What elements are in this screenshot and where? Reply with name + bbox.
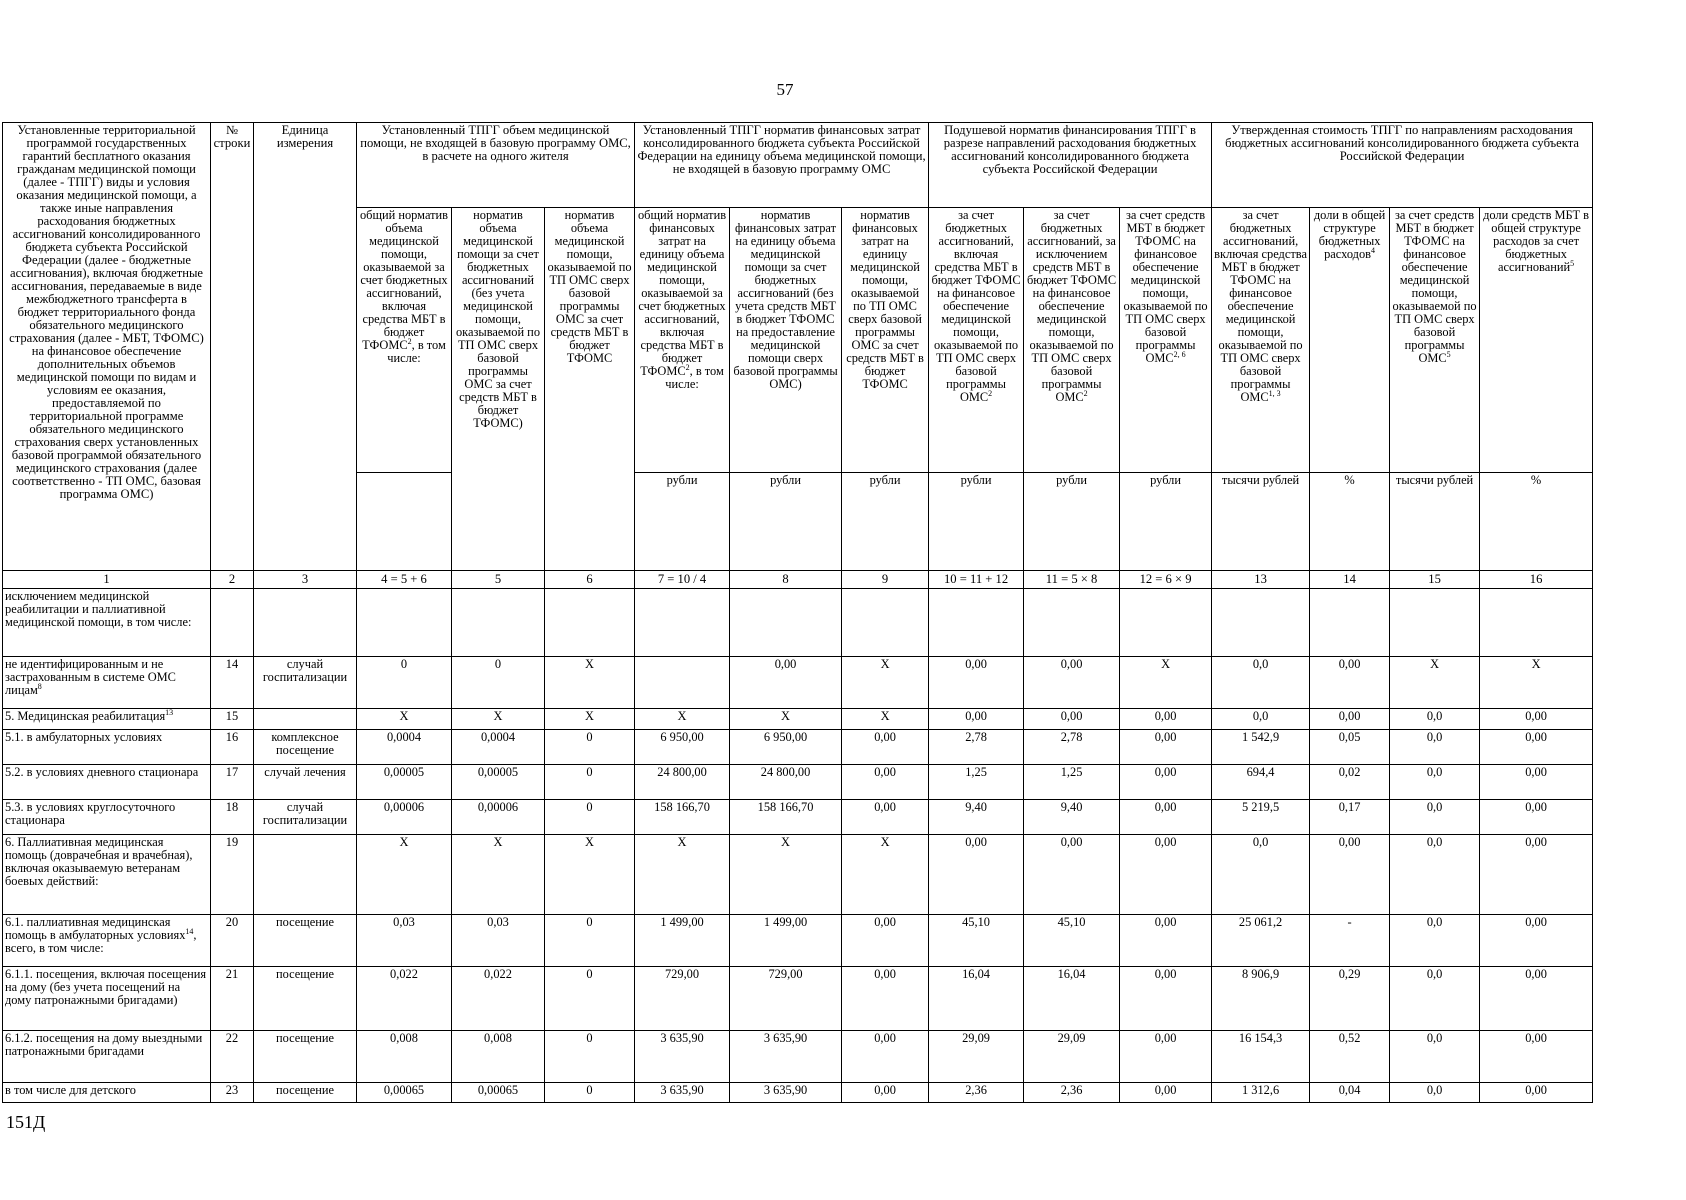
cell-value: 0,022 (357, 967, 452, 1031)
cell-value: 0,0004 (452, 730, 545, 765)
cell-value: 694,4 (1212, 765, 1310, 800)
cell-value: 25 061,2 (1212, 915, 1310, 967)
row-name: 6.1.1. посещения, включая посещения на дому (без учета посещений на дому патронажными бригадами) (3, 967, 211, 1031)
cell-value: 0,00006 (357, 800, 452, 835)
cell-value: 0,00 (1480, 765, 1593, 800)
cell-value: 0,00 (1480, 1083, 1593, 1103)
row-number (211, 589, 254, 657)
cell-value: 2,78 (929, 730, 1024, 765)
cell-value (929, 589, 1024, 657)
cell-value: 0,17 (1310, 800, 1390, 835)
cell-value: 0 (545, 1031, 635, 1083)
cell-value (452, 589, 545, 657)
cell-value: 9,40 (929, 800, 1024, 835)
cell-value: 2,36 (1024, 1083, 1120, 1103)
cell-value: X (842, 835, 929, 915)
cell-value: 0,00 (929, 835, 1024, 915)
cell-value: 1 499,00 (730, 915, 842, 967)
cell-value: X (545, 835, 635, 915)
header-col-11: за счет бюджетных ассигнований, за исключением средств МБТ в бюджет ТФОМС на финансовое обеспечение медицинской помощи, оказываемой по ТП ОМС сверх базовой программы ОМС$^2$ (1024, 208, 1120, 473)
cell-value: 158 166,70 (635, 800, 730, 835)
cell-value: 0,00 (1480, 709, 1593, 730)
cell-value: 1,25 (929, 765, 1024, 800)
row-name: 6.1.2. посещения на дому выездными патронажными бригадами (3, 1031, 211, 1083)
cell-value: 0,02 (1310, 765, 1390, 800)
cell-value: 16 154,3 (1212, 1031, 1310, 1083)
cell-value: 0 (545, 967, 635, 1031)
row-name: в том числе для детского (3, 1083, 211, 1103)
header-col-6: норматив объема медицинской помощи, оказываемой по ТП ОМС сверх базовой программы ОМС за счет средств МБТ в бюджет ТФОМС (545, 208, 635, 571)
cell-value: 24 800,00 (635, 765, 730, 800)
table-row (3, 730, 1593, 765)
row-number: 20 (211, 915, 254, 967)
header-col-5: норматив объема медицинской помощи за счет бюджетных ассигнований (без учета медицинской помощи, оказываемой по ТП ОМС сверх базовой программы ОМС за счет средств МБТ в бюджет ТФОМС) (452, 208, 545, 571)
cell-value: 0,00 (1120, 730, 1212, 765)
unit-label: рубли (730, 473, 842, 571)
row-unit (254, 709, 357, 730)
cell-value: 0,00 (1120, 967, 1212, 1031)
header-group-cost: Утвержденная стоимость ТПГГ по направлениям расходования бюджетных ассигнований консолидированного бюджета субъекта Российской Федерации (1212, 123, 1593, 208)
cell-value: 0,00005 (452, 765, 545, 800)
cell-value (1212, 589, 1310, 657)
cell-value: 0,00 (842, 915, 929, 967)
row-unit: случай госпитализации (254, 800, 357, 835)
cell-value: 0 (545, 730, 635, 765)
header-col-8: норматив финансовых затрат на единицу объема медицинской помощи за счет бюджетных ассигнований (без учета средств МБТ в бюджет ТФОМС на предоставление медицинской помощи сверх базовой программы ОМС) (730, 208, 842, 473)
header-col-1: Установленные территориальной программой государственных гарантий бесплатного оказания гражданам медицинской помощи (далее - ТПГГ) виды и условия оказания медицинской помощи, а также иные направления расходования бюджетных ассигнований консолидированного бюджета субъекта Российской Федерации (далее - бюджетные ассигнования), включая бюджетные ассигнования, передаваемые в виде межбюджетного трансферта в бюджет территориального фонда обязательного медицинского страхования (далее - МБТ, ТФОМС) на финансовое обеспечение дополнительных объемов медицинской помощи по видам и условиям ее оказания, предоставляемой по территориальной программе обязательного медицинского страхования сверх установленных базовой программой обязательного медицинского страхования (далее соответственно - ТП ОМС, базовая программа ОМС) (3, 123, 211, 571)
row-unit: посещение (254, 1083, 357, 1103)
row-name: 6. Паллиативная медицинская помощь (доврачебная и врачебная), включая оказываемую ветеранам боевых действий: (3, 835, 211, 915)
cell-value: 0,00 (842, 967, 929, 1031)
cell-value: 0,52 (1310, 1031, 1390, 1083)
unit-label: рубли (1024, 473, 1120, 571)
cell-value: 0,00006 (452, 800, 545, 835)
row-number: 21 (211, 967, 254, 1031)
row-number: 17 (211, 765, 254, 800)
column-number: 8 (730, 571, 842, 589)
row-number: 22 (211, 1031, 254, 1083)
cell-value: 6 950,00 (730, 730, 842, 765)
cell-value: 0,00 (1310, 709, 1390, 730)
cell-value: 0,00 (1024, 835, 1120, 915)
cell-value: 729,00 (635, 967, 730, 1031)
table-row (3, 967, 1593, 1031)
unit-label: % (1310, 473, 1390, 571)
cell-value: 0,00 (1024, 657, 1120, 709)
column-number: 14 (1310, 571, 1390, 589)
header-col-13: за счет бюджетных ассигнований, включая средства МБТ в бюджет ТФОМС на финансовое обеспечение медицинской помощи, оказываемой по ТП ОМС сверх базовой программы ОМС$^{1, 3}$ (1212, 208, 1310, 473)
cell-value: 3 635,90 (730, 1083, 842, 1103)
cell-value: X (452, 709, 545, 730)
cell-value: 0,00 (1480, 915, 1593, 967)
table-row (3, 589, 1593, 657)
cell-value (635, 657, 730, 709)
column-number: 15 (1390, 571, 1480, 589)
cell-value: 0,00 (730, 657, 842, 709)
data-table (2, 122, 1593, 1103)
cell-value: 0,0 (1212, 835, 1310, 915)
cell-value: X (1480, 657, 1593, 709)
cell-value: X (452, 835, 545, 915)
cell-value: 1,25 (1024, 765, 1120, 800)
cell-value: 8 906,9 (1212, 967, 1310, 1031)
cell-value: 16,04 (929, 967, 1024, 1031)
row-name: 5.2. в условиях дневного стационара (3, 765, 211, 800)
cell-value (1120, 589, 1212, 657)
cell-value: 0 (357, 657, 452, 709)
row-unit: посещение (254, 915, 357, 967)
cell-value (1390, 589, 1480, 657)
cell-value: 0,00 (842, 730, 929, 765)
table-row (3, 835, 1593, 915)
row-name: не идентифицированным и не застрахованным в системе ОМС лицам$^8$ (3, 657, 211, 709)
unit-label: % (1480, 473, 1593, 571)
cell-value: 0,00 (1310, 657, 1390, 709)
cell-value (730, 589, 842, 657)
cell-value: 45,10 (929, 915, 1024, 967)
cell-value: 9,40 (1024, 800, 1120, 835)
row-number: 18 (211, 800, 254, 835)
column-number: 13 (1212, 571, 1310, 589)
column-number: 12 = 6 × 9 (1120, 571, 1212, 589)
cell-value: 0 (545, 765, 635, 800)
cell-value: 0,00 (842, 800, 929, 835)
cell-value: 29,09 (929, 1031, 1024, 1083)
cell-value: 0,00 (1120, 800, 1212, 835)
header-col-9: норматив финансовых затрат на единицу медицинской помощи, оказываемой по ТП ОМС сверх базовой программы ОМС за счет средств МБТ в бюджет ТФОМС (842, 208, 929, 473)
row-name: исключением медицинской реабилитации и паллиативной медицинской помощи, в том числе: (3, 589, 211, 657)
column-number: 16 (1480, 571, 1593, 589)
cell-value: 0,008 (452, 1031, 545, 1083)
footer-code: 151Д (6, 1112, 46, 1132)
cell-value: 0,0 (1390, 765, 1480, 800)
cell-value: 0,00 (1480, 835, 1593, 915)
cell-value: 0,00 (1480, 800, 1593, 835)
table-row (3, 709, 1593, 730)
row-number: 16 (211, 730, 254, 765)
cell-value: 5 219,5 (1212, 800, 1310, 835)
cell-value: 3 635,90 (635, 1083, 730, 1103)
row-unit: случай лечения (254, 765, 357, 800)
header-col-7: общий норматив финансовых затрат на единицу объема медицинской помощи, оказываемой за счет бюджетных ассигнований, включая средства МБТ в бюджет ТФОМС$^2$, в том числе: (635, 208, 730, 473)
cell-value: 0,0 (1390, 1031, 1480, 1083)
cell-value: 0,05 (1310, 730, 1390, 765)
cell-value: 0,04 (1310, 1083, 1390, 1103)
cell-value: 0,29 (1310, 967, 1390, 1031)
column-number: 7 = 10 / 4 (635, 571, 730, 589)
cell-value: 0,00 (1480, 730, 1593, 765)
column-number: 2 (211, 571, 254, 589)
cell-value: 0,00 (929, 657, 1024, 709)
cell-value: X (730, 709, 842, 730)
table-row (3, 800, 1593, 835)
unit-label: рубли (635, 473, 730, 571)
column-number: 6 (545, 571, 635, 589)
row-name: 5.1. в амбулаторных условиях (3, 730, 211, 765)
cell-value: 729,00 (730, 967, 842, 1031)
cell-value: X (635, 835, 730, 915)
cell-value: X (635, 709, 730, 730)
cell-value: 1 499,00 (635, 915, 730, 967)
cell-value: 0,00 (1480, 1031, 1593, 1083)
cell-value: 3 635,90 (635, 1031, 730, 1083)
cell-value: 0,00 (1120, 835, 1212, 915)
cell-value: 0,0 (1390, 709, 1480, 730)
column-number-row (3, 571, 1593, 589)
cell-value: X (545, 657, 635, 709)
cell-value: X (357, 835, 452, 915)
header-col-4: общий норматив объема медицинской помощи, оказываемой за счет бюджетных ассигнований, включая средства МБТ в бюджет ТФОМС$^2$, в том числе: (357, 208, 452, 473)
row-unit: посещение (254, 967, 357, 1031)
cell-value: 1 542,9 (1212, 730, 1310, 765)
cell-value: 0,00 (842, 765, 929, 800)
table-row (3, 1031, 1593, 1083)
unit-label: тысячи рублей (1212, 473, 1310, 571)
unit-label: рубли (842, 473, 929, 571)
cell-value: 0,03 (357, 915, 452, 967)
column-number: 11 = 5 × 8 (1024, 571, 1120, 589)
cell-value: 2,36 (929, 1083, 1024, 1103)
cell-value: 0,00 (1120, 765, 1212, 800)
cell-value: 0,00065 (452, 1083, 545, 1103)
cell-value: X (842, 657, 929, 709)
cell-value: X (1390, 657, 1480, 709)
cell-value (357, 589, 452, 657)
row-number: 15 (211, 709, 254, 730)
cell-value: 0,00 (1120, 1031, 1212, 1083)
header-col-4-unit (357, 473, 452, 571)
header-group-capita: Подушевой норматив финансирования ТПГГ в разрезе направлений расходования бюджетных ассигнований консолидированного бюджета субъекта Российской Федерации (929, 123, 1212, 208)
cell-value: 0 (452, 657, 545, 709)
cell-value: X (357, 709, 452, 730)
column-number: 10 = 11 + 12 (929, 571, 1024, 589)
column-number: 9 (842, 571, 929, 589)
column-number: 3 (254, 571, 357, 589)
row-number: 19 (211, 835, 254, 915)
cell-value: X (545, 709, 635, 730)
cell-value: 0,008 (357, 1031, 452, 1083)
cell-value: 0,0 (1212, 709, 1310, 730)
table-row (3, 657, 1593, 709)
cell-value: 0,0 (1390, 915, 1480, 967)
header-col-14: доли в общей структуре бюджетных расходов$^4$ (1310, 208, 1390, 473)
cell-value: X (730, 835, 842, 915)
cell-value (1310, 589, 1390, 657)
unit-label: тысячи рублей (1390, 473, 1480, 571)
header-col-15: за счет средств МБТ в бюджет ТФОМС на финансовое обеспечение медицинской помощи, оказываемой по ТП ОМС сверх базовой программы ОМС$^5$ (1390, 208, 1480, 473)
cell-value: 0,00 (1480, 967, 1593, 1031)
row-name: 5.3. в условиях круглосуточного стационара (3, 800, 211, 835)
cell-value: 0 (545, 915, 635, 967)
cell-value: 29,09 (1024, 1031, 1120, 1083)
header-group-volume: Установленный ТПГГ объем медицинской помощи, не входящей в базовую программу ОМС, в расчете на одного жителя (357, 123, 635, 208)
cell-value (1024, 589, 1120, 657)
unit-label: рубли (929, 473, 1024, 571)
cell-value: 0,0 (1390, 967, 1480, 1031)
row-number: 23 (211, 1083, 254, 1103)
row-number: 14 (211, 657, 254, 709)
cell-value (545, 589, 635, 657)
row-unit: комплексное посещение (254, 730, 357, 765)
cell-value: 45,10 (1024, 915, 1120, 967)
column-number: 5 (452, 571, 545, 589)
cell-value: 1 312,6 (1212, 1083, 1310, 1103)
cell-value: 16,04 (1024, 967, 1120, 1031)
table-row (3, 915, 1593, 967)
cell-value: 0,022 (452, 967, 545, 1031)
row-unit: посещение (254, 1031, 357, 1083)
cell-value: 24 800,00 (730, 765, 842, 800)
header-col-2: № строки (211, 123, 254, 571)
cell-value: 0,0 (1390, 835, 1480, 915)
header-col-16: доли средств МБТ в общей структуре расходов за счет бюджетных ассигнований$^5$ (1480, 208, 1593, 473)
cell-value: X (1120, 657, 1212, 709)
cell-value: 2,78 (1024, 730, 1120, 765)
header-col-10: за счет бюджетных ассигнований, включая средства МБТ в бюджет ТФОМС на финансовое обеспечение медицинской помощи, оказываемой по ТП ОМС сверх базовой программы ОМС$^2$ (929, 208, 1024, 473)
cell-value: 0,00 (842, 1083, 929, 1103)
cell-value: 0,00 (929, 709, 1024, 730)
cell-value: 0,0 (1390, 1083, 1480, 1103)
cell-value: 0 (545, 1083, 635, 1103)
cell-value: 6 950,00 (635, 730, 730, 765)
row-unit (254, 835, 357, 915)
column-number: 1 (3, 571, 211, 589)
cell-value: 0,00 (1120, 915, 1212, 967)
table-row (3, 765, 1593, 800)
cell-value: X (842, 709, 929, 730)
cell-value: 0,0 (1390, 730, 1480, 765)
cell-value: 158 166,70 (730, 800, 842, 835)
cell-value: 0,0004 (357, 730, 452, 765)
cell-value (1480, 589, 1593, 657)
cell-value: 0,00 (1120, 709, 1212, 730)
cell-value: 0,0 (1390, 800, 1480, 835)
cell-value: 0,03 (452, 915, 545, 967)
header-col-12: за счет средств МБТ в бюджет ТФОМС на финансовое обеспечение медицинской помощи, оказываемой по ТП ОМС сверх базовой программы ОМС$^{2, 6}$ (1120, 208, 1212, 473)
cell-value: 3 635,90 (730, 1031, 842, 1083)
row-unit: случай госпитализации (254, 657, 357, 709)
cell-value: - (1310, 915, 1390, 967)
cell-value: 0,00005 (357, 765, 452, 800)
header-col-3: Единица измерения (254, 123, 357, 571)
row-unit (254, 589, 357, 657)
cell-value (635, 589, 730, 657)
table-row (3, 1083, 1593, 1103)
page-number: 57 (776, 80, 794, 99)
cell-value: 0,00 (1310, 835, 1390, 915)
cell-value (842, 589, 929, 657)
cell-value: 0,00 (1120, 1083, 1212, 1103)
row-name: 6.1. паллиативная медицинская помощь в амбулаторных условиях$^{14}$, всего, в том числе: (3, 915, 211, 967)
column-number: 4 = 5 + 6 (357, 571, 452, 589)
cell-value: 0,00 (1024, 709, 1120, 730)
cell-value: 0,0 (1212, 657, 1310, 709)
header-group-norm: Установленный ТПГГ норматив финансовых затрат консолидированного бюджета субъекта Российской Федерации на единицу объема медицинской помощи, не входящей в базовую программу ОМС (635, 123, 929, 208)
cell-value: 0 (545, 800, 635, 835)
unit-label: рубли (1120, 473, 1212, 571)
cell-value: 0,00 (842, 1031, 929, 1083)
row-name: 5. Медицинская реабилитация$^{13}$ (3, 709, 211, 730)
cell-value: 0,00065 (357, 1083, 452, 1103)
